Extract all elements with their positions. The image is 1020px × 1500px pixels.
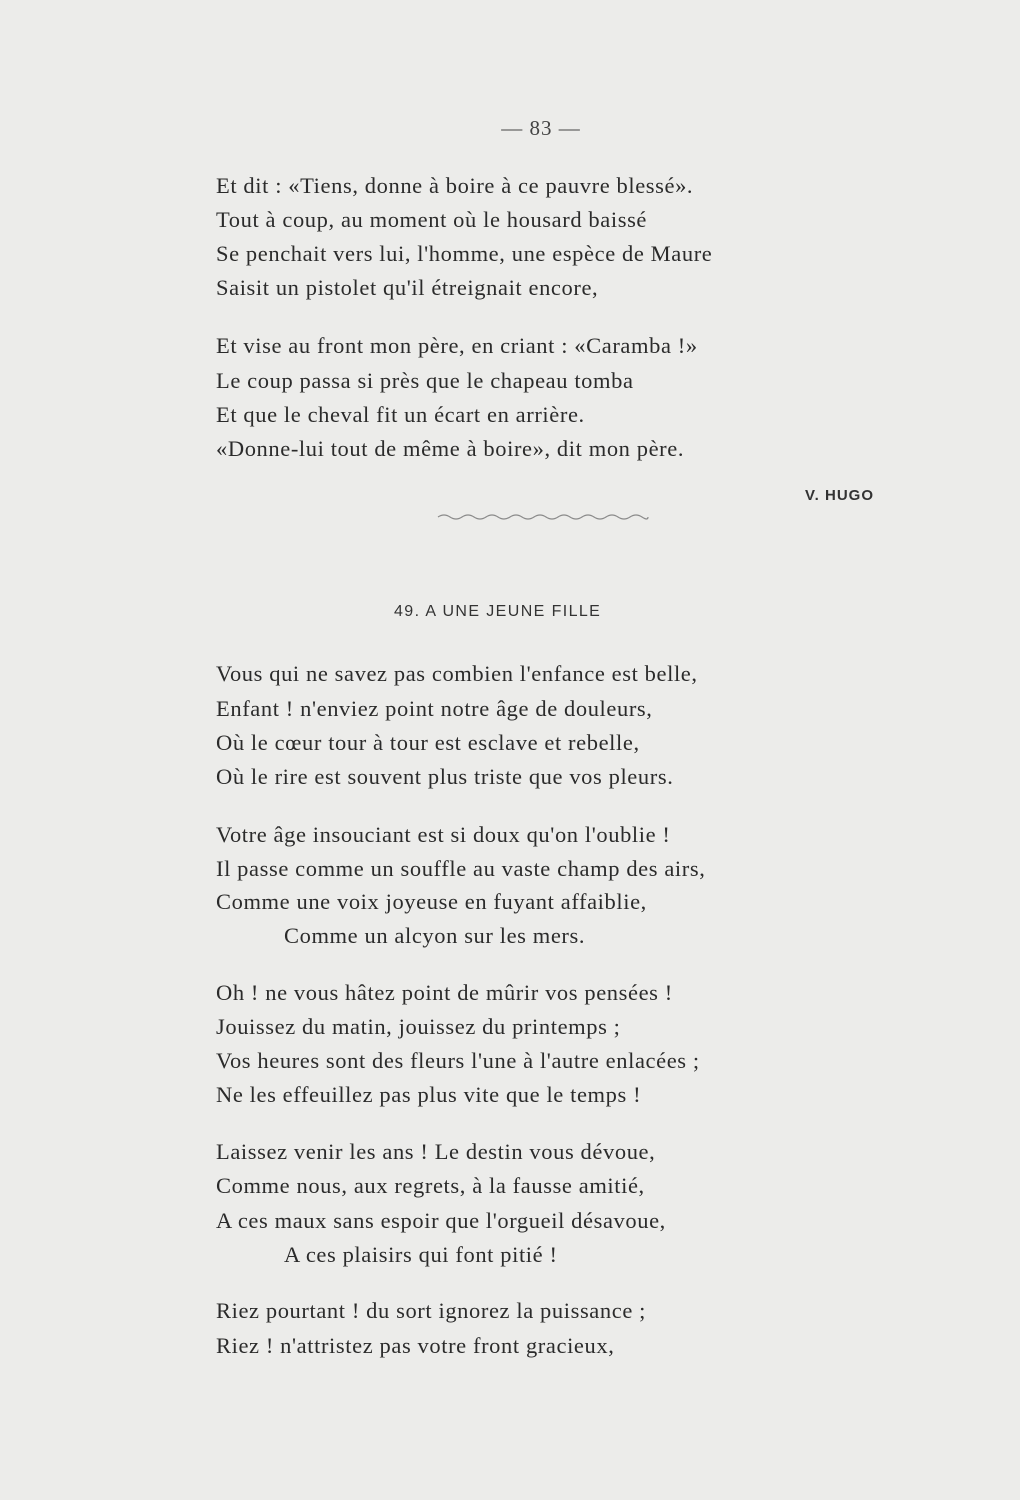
verse-line: Tout à coup, au moment où le housard baissé — [216, 207, 648, 232]
verse-line: Vous qui ne savez pas combien l'enfance est belle, — [216, 661, 698, 686]
verse-line: Enfant ! n'enviez point notre âge de douleurs, — [216, 696, 653, 721]
verse-line: Jouissez du matin, jouissez du printemps ; — [216, 1014, 621, 1039]
verse-line: «Donne-lui tout de même à boire», dit mon père. — [216, 436, 685, 461]
verse-line: Riez pourtant ! du sort ignorez la puissance ; — [216, 1298, 646, 1323]
verse-line: Et dit : «Tiens, donne à boire à ce pauvre blessé». — [216, 173, 694, 198]
ornamental-divider — [436, 512, 650, 522]
verse-line: Comme une voix joyeuse en fuyant affaiblie, — [216, 889, 647, 914]
page-number: — 83 — — [501, 116, 581, 140]
verse-line: Où le cœur tour à tour est esclave et rebelle, — [216, 730, 640, 755]
verse-line: Et que le cheval fit un écart en arrière. — [216, 402, 585, 427]
verse-line: Saisit un pistolet qu'il étreignait encore, — [216, 275, 599, 300]
verse-line: A ces plaisirs qui font pitié ! — [284, 1242, 558, 1267]
verse-line: Riez ! n'attristez pas votre front gracieux, — [216, 1333, 615, 1358]
verse-line: Le coup passa si près que le chapeau tomba — [216, 368, 634, 393]
verse-line: Ne les effeuillez pas plus vite que le temps ! — [216, 1082, 642, 1107]
verse-line: Il passe comme un souffle au vaste champ des airs, — [216, 856, 706, 881]
verse-line: Comme un alcyon sur les mers. — [284, 923, 586, 948]
verse-line: Votre âge insouciant est si doux qu'on l'oublie ! — [216, 822, 671, 847]
verse-line: Vos heures sont des fleurs l'une à l'autre enlacées ; — [216, 1048, 700, 1073]
verse-line: Comme nous, aux regrets, à la fausse amitié, — [216, 1173, 645, 1198]
poem-author: V. HUGO — [805, 487, 874, 504]
verse-line: Et vise au front mon père, en criant : «Caramba !» — [216, 333, 698, 358]
poem-title: 49. A UNE JEUNE FILLE — [394, 603, 602, 620]
verse-line: Se penchait vers lui, l'homme, une espèce de Maure — [216, 241, 713, 266]
verse-line: Laissez venir les ans ! Le destin vous dévoue, — [216, 1139, 656, 1164]
verse-line: Où le rire est souvent plus triste que vos pleurs. — [216, 764, 674, 789]
verse-line: Oh ! ne vous hâtez point de mûrir vos pensées ! — [216, 980, 673, 1005]
verse-line: A ces maux sans espoir que l'orgueil désavoue, — [216, 1208, 666, 1233]
